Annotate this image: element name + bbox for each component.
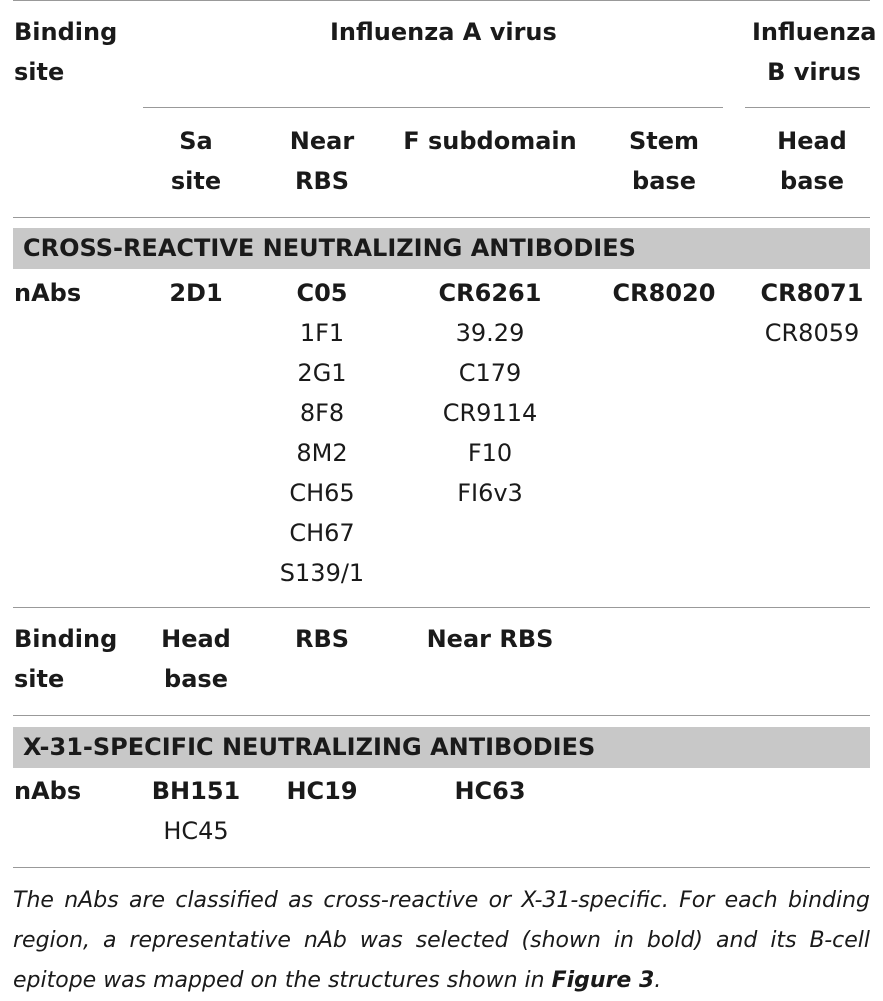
row-label-nabs: nAbs: [14, 279, 82, 307]
rep-antibody: C05: [296, 279, 348, 307]
antibody-item: 1F1: [299, 319, 345, 347]
rep-antibody: HC63: [454, 777, 526, 805]
group-a-rule: [143, 107, 723, 108]
subhead2-head-base: Head base: [161, 625, 231, 693]
footnote-text: The nAbs are classified as cross-reactive or X-31-specific. For each binding region, a representative nAb was selected (shown in bold) and its B-cell epitope was mapped on the structures shown in: [13, 888, 870, 993]
antibody-item: HC45: [163, 817, 229, 845]
rep-antibody: 2D1: [169, 279, 223, 307]
table-footnote: [13, 881, 870, 1001]
section-band-cross-reactive: [13, 228, 870, 269]
antibody-item: 2G1: [297, 359, 347, 387]
top-rule: [13, 0, 870, 1]
section1-bottom-rule: [13, 607, 870, 608]
group-b-rule: [745, 107, 870, 108]
section-title: CROSS-REACTIVE NEUTRALIZING ANTIBODIES: [23, 234, 636, 262]
header-bottom-rule: [13, 217, 870, 218]
antibody-item: 39.29: [455, 319, 525, 347]
column2-head-base: [146, 771, 246, 851]
column-near-rbs: [272, 273, 372, 593]
subhead2-near-rbs: Near RBS: [426, 625, 554, 653]
section-title: X-31-SPECIFIC NEUTRALIZING ANTIBODIES: [23, 733, 596, 761]
row-label-nabs-2: nAbs: [14, 777, 82, 805]
figure-reference[interactable]: Figure 3: [551, 968, 655, 993]
column-f-subdomain: [420, 273, 560, 513]
antibody-item: F10: [467, 439, 513, 467]
subhead-f-subdomain: F subdomain: [403, 127, 577, 155]
rep-antibody: CR8071: [760, 279, 864, 307]
footnote-end: .: [654, 968, 662, 993]
header-binding-site: Binding site: [14, 18, 118, 86]
column2-near-rbs: [420, 771, 560, 811]
column-head-base: [752, 273, 872, 353]
subhead-near-rbs: Near RBS: [289, 127, 355, 195]
rep-antibody: CR8020: [612, 279, 716, 307]
antibody-item: CH65: [289, 479, 355, 507]
rep-antibody: CR6261: [438, 279, 542, 307]
column-sa-site: [146, 273, 246, 313]
subhead-head-base: Head base: [777, 127, 847, 195]
table-bottom-rule: [13, 867, 870, 868]
antibody-item: CR9114: [442, 399, 538, 427]
antibody-item: C179: [458, 359, 522, 387]
antibody-item: S139/1: [279, 559, 365, 587]
subhead2-rbs: RBS: [294, 625, 350, 653]
antibody-item: 8M2: [296, 439, 348, 467]
header-influenza-a: Influenza A virus: [330, 18, 557, 46]
antibody-item: 8F8: [299, 399, 345, 427]
subhead-stem-base: Stem base: [628, 127, 700, 195]
column2-rbs: [272, 771, 372, 811]
header2-bottom-rule: [13, 715, 870, 716]
subhead-sa-site: Sa site: [170, 127, 222, 195]
header2-binding-site: Binding site: [14, 625, 118, 693]
rep-antibody: HC19: [286, 777, 358, 805]
antibody-item: FI6v3: [457, 479, 523, 507]
rep-antibody: BH151: [151, 777, 241, 805]
column-stem-base: [604, 273, 724, 313]
antibody-item: CH67: [289, 519, 355, 547]
antibody-item: CR8059: [764, 319, 860, 347]
section-band-x31-specific: [13, 727, 870, 768]
header-influenza-b: Influenza B virus: [752, 18, 877, 86]
